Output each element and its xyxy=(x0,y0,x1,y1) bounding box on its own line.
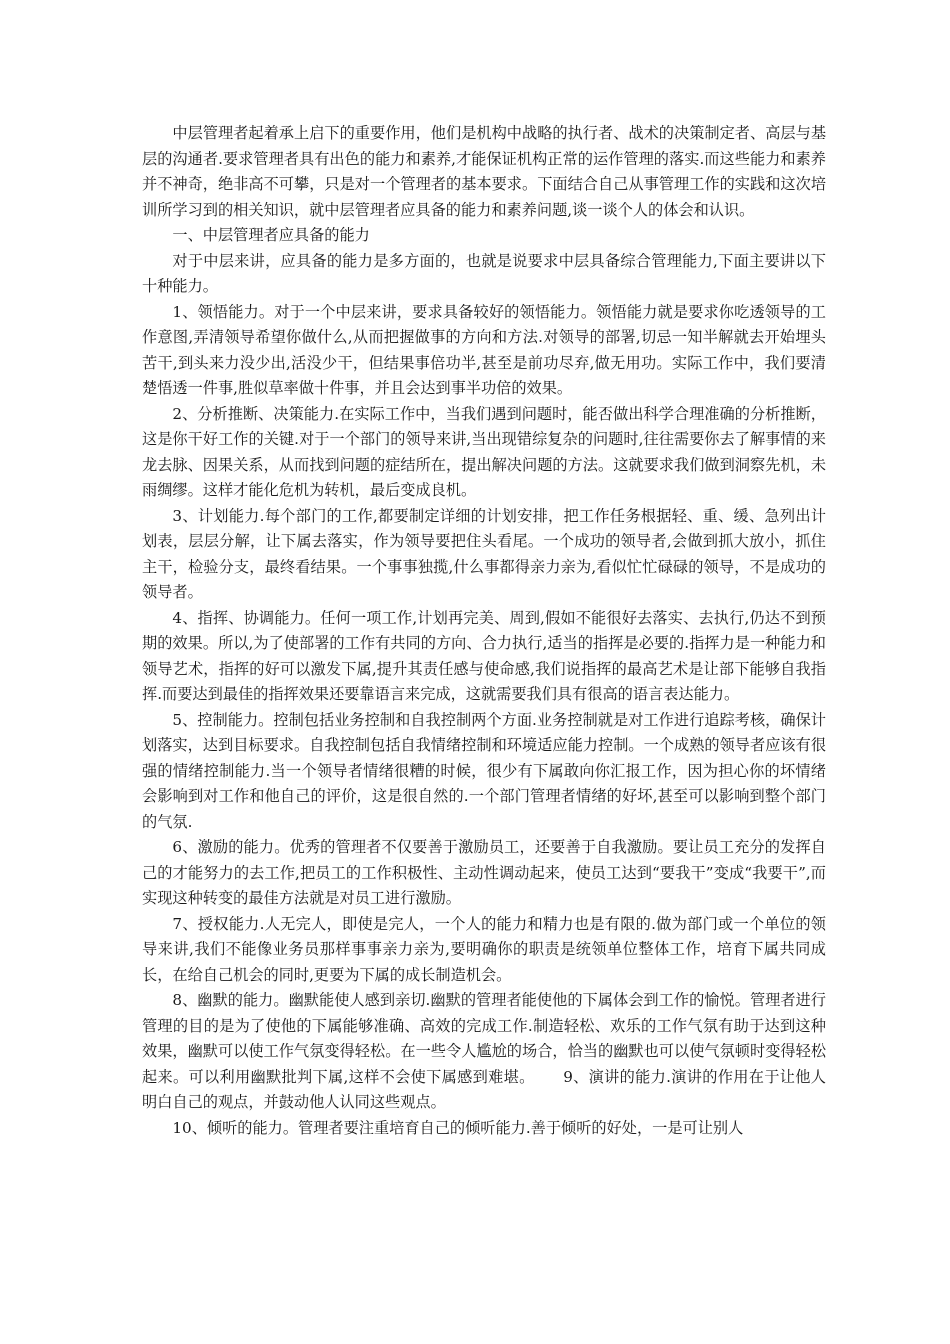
ability-item-4: 4、指挥、协调能力。任何一项工作,计划再完美、周到,假如不能很好去落实、去执行,仍达不到预期的效果。所以,为了使部署的工作有共同的方向、合力执行,适当的指挥是必要的.指挥力是一种能力和领导艺术，指挥的好可以激发下属,提升其责任感与使命感,我们说指挥的最高艺术是让部下能够自我指挥.而要达到最佳的指挥效果还要靠语言来完成，这就需要我们具有很高的语言表达能力。 xyxy=(142,608,826,703)
intro-paragraph: 中层管理者起着承上启下的重要作用，他们是机构中战略的执行者、战术的决策制定者、高层与基层的沟通者.要求管理者具有出色的能力和素养,才能保证机构正常的运作管理的落实.而这些能力和素养并不神奇，绝非高不可攀，只是对一个管理者的基本要求。下面结合自己从事管理工作的实践和这次培训所学习到的相关知识，就中层管理者应具备的能力和素养问题,谈一谈个人的体会和认识。 xyxy=(142,124,826,219)
ability-item-10: 10、倾听的能力。管理者要注重培育自己的倾听能力.善于倾听的好处，一是可让别人 xyxy=(172,1118,744,1137)
ability-item-5: 5、控制能力。控制包括业务控制和自我控制两个方面.业务控制就是对工作进行追踪考核，确保计划落实，达到目标要求。自我控制包括自我情绪控制和环境适应能力控制。一个成熟的领导者应该有很强的情绪控制能力.当一个领导者情绪很糟的时候，很少有下属敢向你汇报工作，因为担心你的坏情绪会影响到对工作和他自己的评价，这是很自然的.一个部门管理者情绪的好坏,甚至可以影响到整个部门的气氛. xyxy=(142,710,826,831)
section-heading: 一、中层管理者应具备的能力 xyxy=(172,226,370,244)
section-intro-paragraph: 对于中层来讲，应具备的能力是多方面的，也就是说要求中层具备综合管理能力,下面主要讲以下十种能力。 xyxy=(142,251,826,295)
document-body xyxy=(142,121,826,1141)
ability-item-6: 6、激励的能力。优秀的管理者不仅要善于激励员工，还要善于自我激励。要让员工充分的发挥自己的才能努力的去工作,把员工的工作积极性、主动性调动起来，使员工达到“要我干”变成“我要干”,而实现这种转变的最佳方法就是对员工进行激励。 xyxy=(142,838,826,907)
ability-item-7: 7、授权能力.人无完人，即使是完人，一个人的能力和精力也是有限的.做为部门或一个单位的领导来讲,我们不能像业务员那样事事亲力亲为,要明确你的职责是统领单位整体工作，培育下属共同成长，在给自己机会的同时,更要为下属的成长制造机会。 xyxy=(142,914,826,984)
ability-item-3: 3、计划能力.每个部门的工作,都要制定详细的计划安排，把工作任务根据轻、重、缓、急列出计划表，层层分解，让下属去落实，作为领导要把住头看尾。一个成功的领导者,会做到抓大放小，抓住主干，检验分支，最终看结果。一个事事独揽,什么事都得亲力亲为,看似忙忙碌碌的领导，不是成功的领导者。 xyxy=(142,506,826,601)
ability-item-2: 2、分析推断、决策能力.在实际工作中，当我们遇到问题时，能否做出科学合理准确的分析推断，这是你干好工作的关键.对于一个部门的领导来讲,当出现错综复杂的问题时,往往需要你去了解事情的来龙去脉、因果关系，从而找到问题的症结所在，提出解决问题的方法。这就要求我们做到洞察先机，未雨绸缪。这样才能化危机为转机，最后变成良机。 xyxy=(142,404,826,499)
ability-item-1: 1、领悟能力。对于一个中层来讲，要求具备较好的领悟能力。领悟能力就是要求你吃透领导的工作意图,弄清领导希望你做什么,从而把握做事的方向和方法.对领导的部署,切忌一知半解就去开始埋头苦干,到头来力没少出,活没少干，但结果事倍功半,甚至是前功尽弃,做无用功。实际工作中，我们要清楚悟透一件事,胜似草率做十件事，并且会达到事半功倍的效果。 xyxy=(142,302,826,397)
ability-item-8-9: 8、幽默的能力。幽默能使人感到亲切.幽默的管理者能使他的下属体会到工作的愉悦。管理者进行管理的目的是为了使他的下属能够准确、高效的完成工作.制造轻松、欢乐的工作气氛有助于达到这种效果，幽默可以使工作气氛变得轻松。在一些令人尴尬的场合，恰当的幽默也可以使气氛顿时变得轻松起来。可以利用幽默批判下属,这样不会使下属感到难堪。 9、演讲的能力.演讲的作用在于让他人明白自己的观点，并鼓动他人认同这些观点。 xyxy=(142,991,826,1111)
